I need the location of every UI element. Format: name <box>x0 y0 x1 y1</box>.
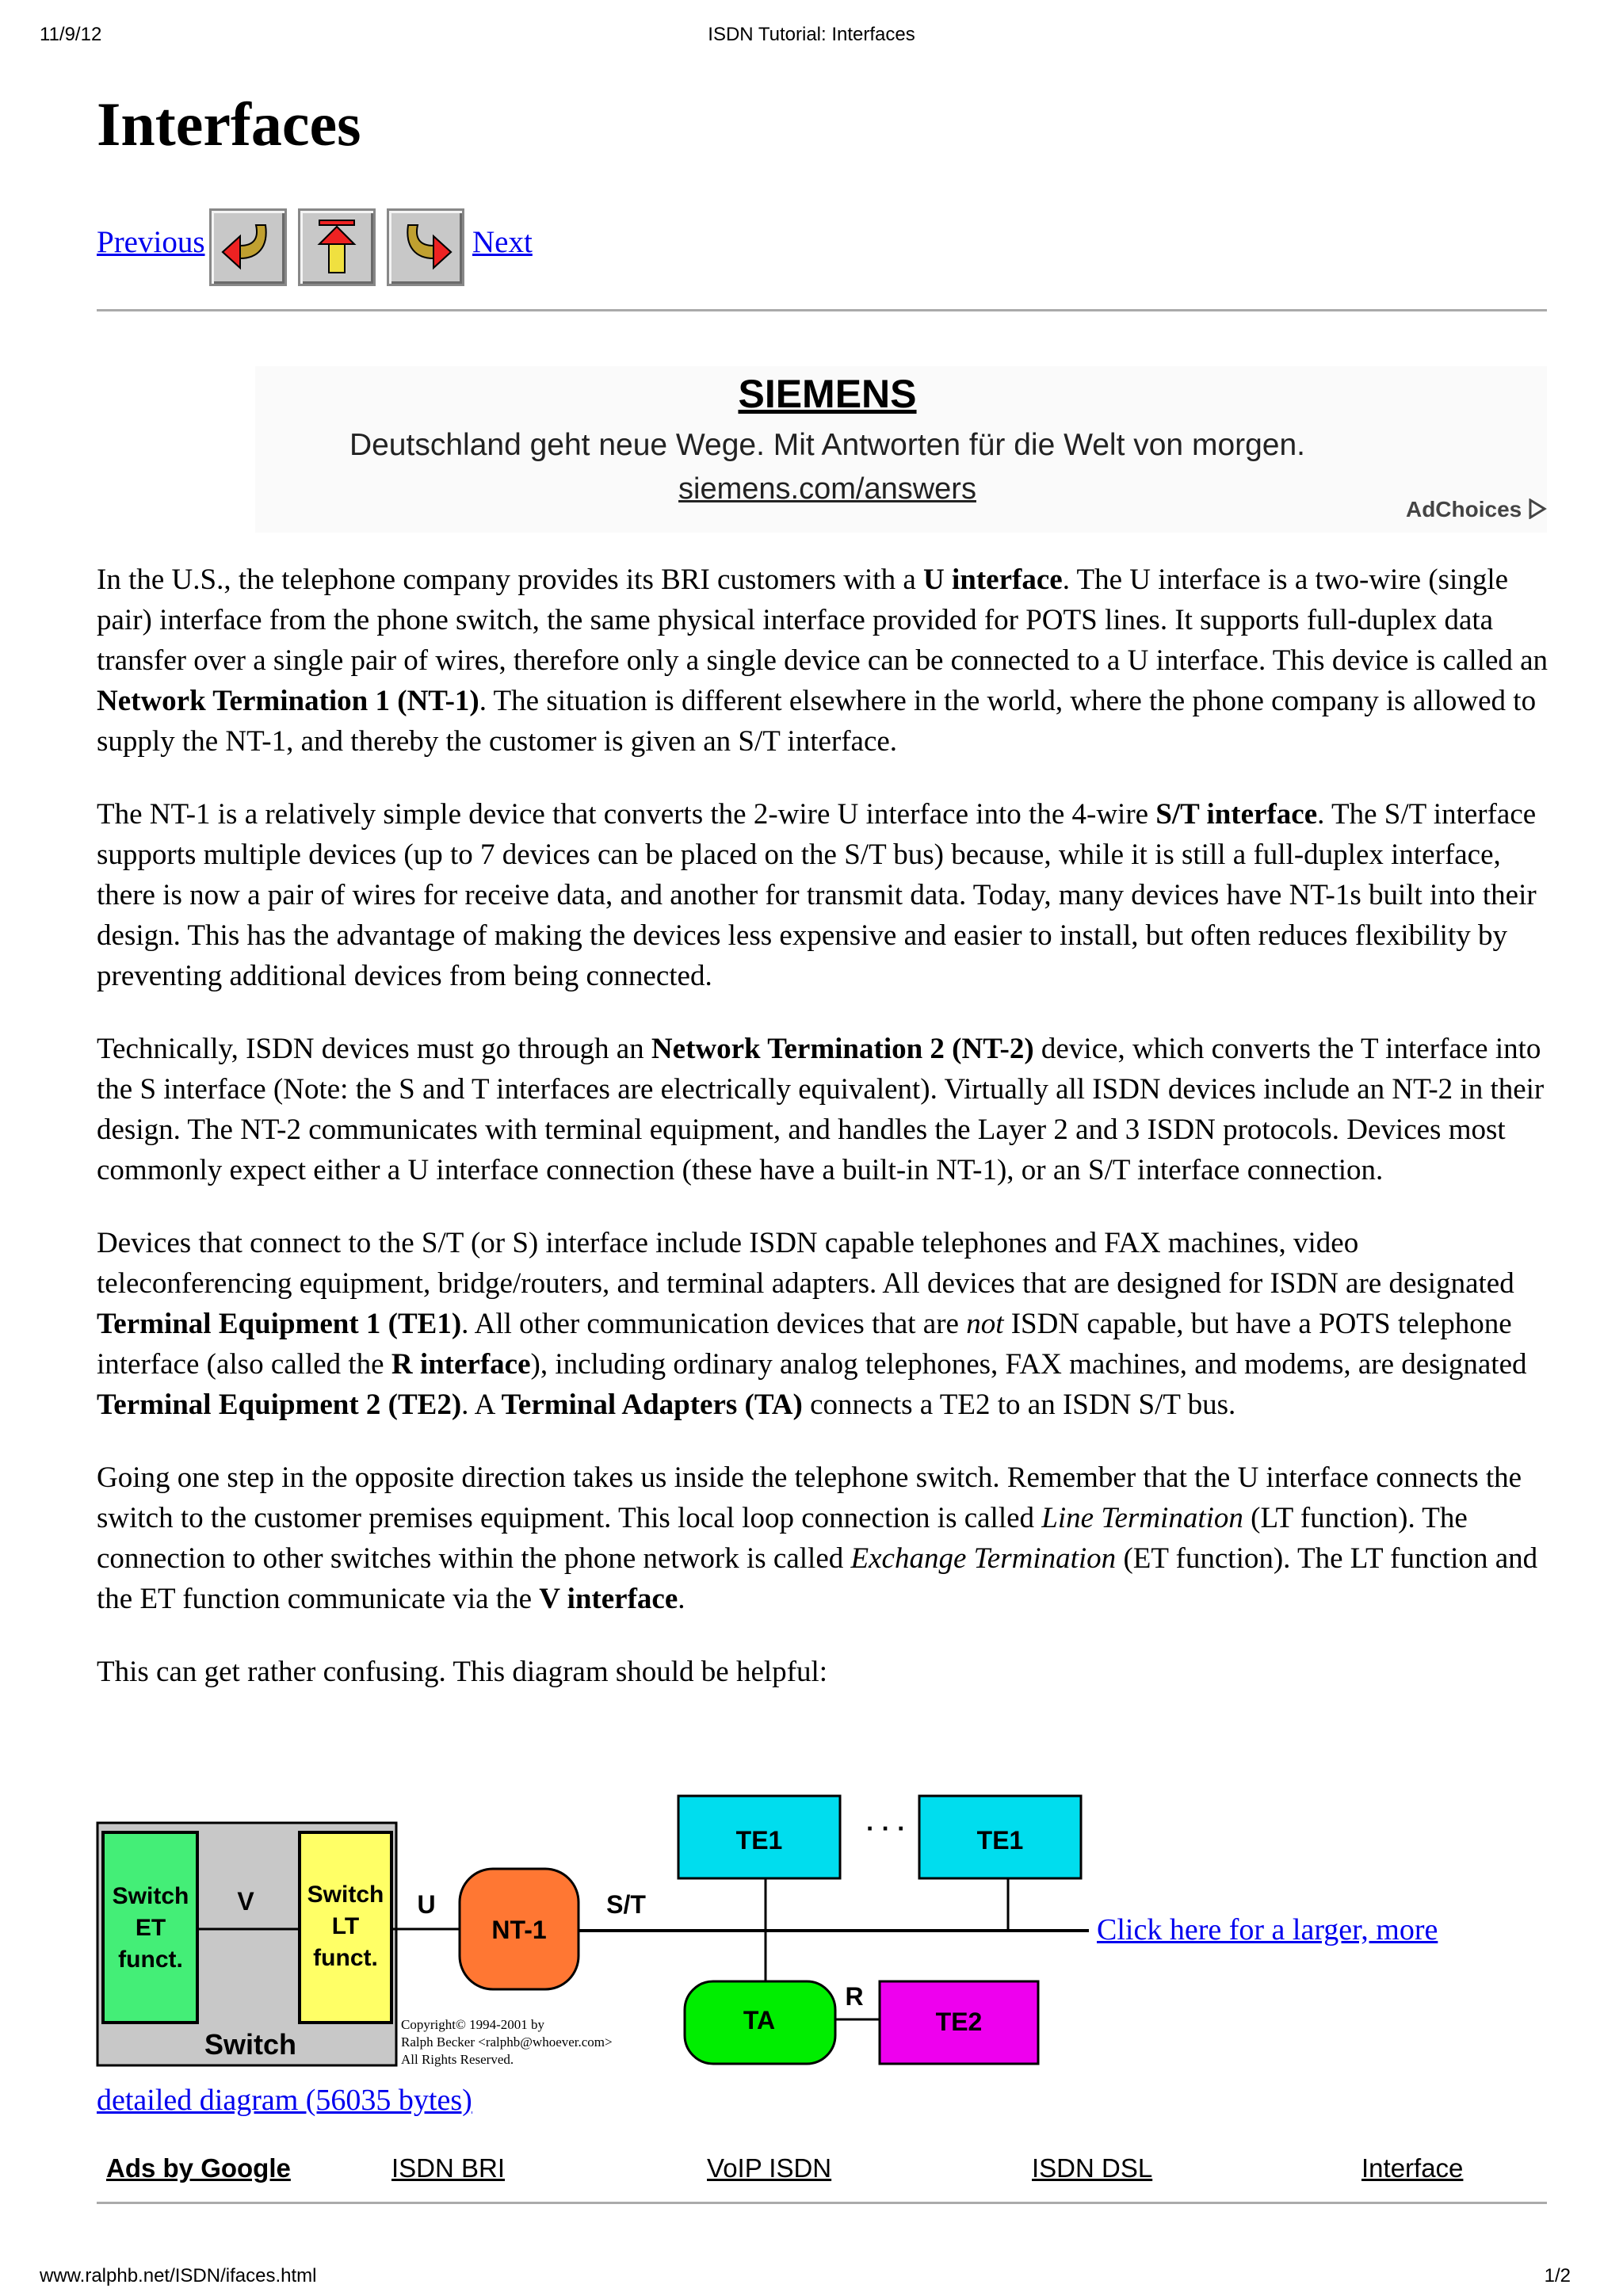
te1-label-2: TE1 <box>976 1826 1024 1855</box>
nt1-label: NT-1 <box>491 1916 547 1944</box>
next-link[interactable]: Next <box>472 225 533 259</box>
previous-button[interactable] <box>209 208 287 286</box>
page-title: Interfaces <box>97 90 361 159</box>
switch-et-label-1: Switch <box>112 1883 189 1909</box>
ad-link-isdn-dsl[interactable]: ISDN DSL <box>1032 2153 1153 2183</box>
switch-lt-label-3: funct. <box>313 1945 378 1971</box>
up-arrow-icon <box>305 216 369 279</box>
r-label: R <box>845 1982 864 2011</box>
print-title: ISDN Tutorial: Interfaces <box>708 24 915 45</box>
te1-dots: · · · <box>866 1814 906 1843</box>
print-url: www.ralphb.net/ISDN/ifaces.html <box>40 2265 317 2286</box>
bottom-divider <box>97 2202 1547 2204</box>
ad-link-isdn-bri[interactable]: ISDN BRI <box>391 2153 506 2183</box>
print-date: 11/9/12 <box>40 24 102 45</box>
ta-label: TA <box>743 2006 776 2034</box>
switch-et-label-2: ET <box>135 1915 166 1941</box>
ad-brand[interactable]: SIEMENS <box>738 372 917 416</box>
copyright-line-2: Ralph Becker <ralphb@whoever.com> <box>401 2034 613 2050</box>
previous-link[interactable]: Previous <box>97 225 205 259</box>
te2-label: TE2 <box>935 2008 983 2036</box>
switch-et-label-3: funct. <box>118 1946 183 1973</box>
v-label: V <box>237 1887 254 1916</box>
next-button[interactable] <box>387 208 464 286</box>
larger-diagram-link[interactable]: Click here for a larger, more <box>1097 1913 1438 1946</box>
top-divider <box>97 309 1547 311</box>
st-label: S/T <box>606 1890 646 1919</box>
isdn-interfaces-diagram[interactable] <box>95 1774 1094 2075</box>
article-body <box>97 560 1549 1725</box>
adchoices-label: AdChoices <box>1405 497 1522 521</box>
paragraph-nt2: Technically, ISDN devices must go through an Network Termination 2 (NT-2) device, which converts the T interface into the S interface (Note: the S and T interfaces are electrically equivalent). Virtually all ISDN devices include an NT-2 in their design. The NT-2 communicates with terminal equipment, and handles the Layer 2 and 3 ISDN protocols. Devices most commonly expect either a U interface connection (these have a built-in NT-1), or an S/T interface connection. <box>97 1033 1545 1186</box>
ads-by-google-link[interactable]: Ads by Google <box>106 2153 291 2183</box>
switch-lt-label-1: Switch <box>307 1881 384 1908</box>
u-label: U <box>417 1890 436 1919</box>
paragraph-u-interface: In the U.S., the telephone company provides its BRI customers with a U interface. The U interface is a two-wire (single pair) interface from the phone switch, the same physical interface provided for POTS lines. It supports full-duplex data transfer over a single pair of wires, therefore only a single device can be connected to a U interface. This device is called an Network Termination 1 (NT-1). The situation is different elsewhere in the world, where the phone company is allowed to supply the NT-1, and thereby the customer is given an S/T interface. <box>97 563 1549 758</box>
larger-diagram-link-continued[interactable]: detailed diagram (56035 bytes) <box>97 2084 472 2117</box>
ad-link[interactable]: siemens.com/answers <box>678 472 976 506</box>
paragraph-st-interface: The NT-1 is a relatively simple device that converts the 2-wire U interface into the 4-wire S/T interface. The S/T interface supports multiple devices (up to 7 devices can be placed on the S/T bus) because, while it is still a full-duplex interface, there is now a pair of wires for receive data, and another for transmit data. Today, many devices have NT-1s built into their design. This has the advantage of making the devices less expensive and easier to install, but often reduces flexibility by preventing additional devices from being connected. <box>97 798 1537 992</box>
back-arrow-icon <box>216 216 280 279</box>
copyright-line-1: Copyright© 1994-2001 by <box>401 2017 545 2032</box>
paragraph-switch: Going one step in the opposite direction takes us inside the telephone switch. Remember that the U interface connects the switch to the customer premises equipment. This local loop connection is called Line Termination (LT function). The connection to other switches within the phone network is called Exchange Termination (ET function). The LT function and the ET function communicate via the V interface. <box>97 1461 1538 1615</box>
ad-tagline: Deutschland geht neue Wege. Mit Antworten für die Welt von morgen. <box>349 428 1306 462</box>
up-button[interactable] <box>298 208 376 286</box>
adchoices-icon <box>1528 499 1547 519</box>
switch-lt-label-2: LT <box>331 1913 360 1939</box>
paragraph-terminal-equipment: Devices that connect to the S/T (or S) interface include ISDN capable telephones and FAX machines, video teleconferencing equipment, bridge/routers, and terminal adapters. All devices that are designed for ISDN are designated Terminal Equipment 1 (TE1). All other communication devices that are not ISDN capable, but have a POTS telephone interface (also called the R interface), including ordinary analog telephones, FAX machines, and modems, are designated Terminal Equipment 2 (TE2). A Terminal Adapters (TA) connects a TE2 to an ISDN S/T bus. <box>97 1227 1527 1421</box>
switch-label: Switch <box>204 2028 297 2061</box>
copyright-line-3: All Rights Reserved. <box>401 2052 514 2067</box>
forward-arrow-icon <box>394 216 457 279</box>
te1-label-1: TE1 <box>735 1826 783 1855</box>
adchoices-link[interactable] <box>1406 497 1547 522</box>
ad-link-interface[interactable]: Interface <box>1361 2153 1464 2183</box>
paragraph-diagram-intro: This can get rather confusing. This diagram should be helpful: <box>97 1656 828 1688</box>
print-page-number: 1/2 <box>1544 2265 1571 2286</box>
siemens-ad[interactable] <box>255 366 1547 533</box>
ad-link-voip-isdn[interactable]: VoIP ISDN <box>707 2153 832 2183</box>
